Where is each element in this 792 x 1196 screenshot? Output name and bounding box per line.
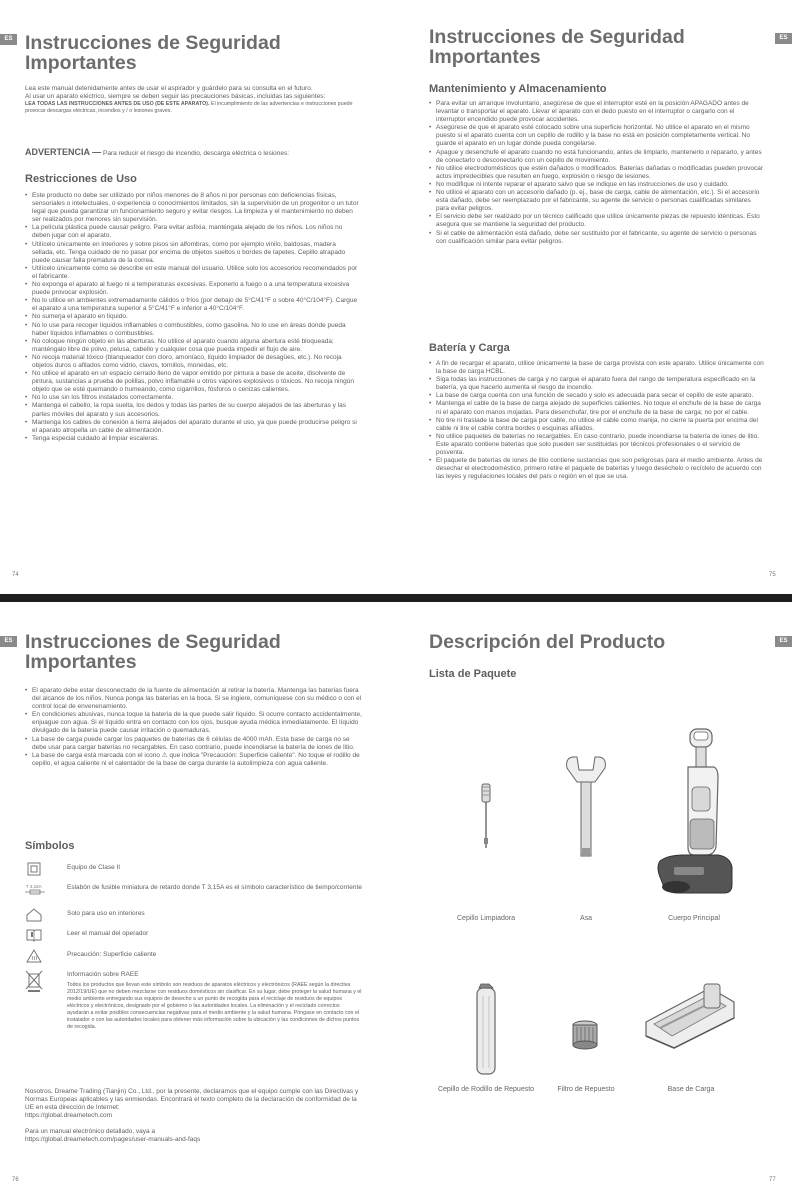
- bullet-item: • Utilícelo únicamente como se describe en este manual del usuario. Utilice solo los accesorios recomendados por el fabricante.: [25, 265, 360, 281]
- bullet-item: • Tenga especial cuidado al limpiar escaleras.: [25, 435, 360, 443]
- bullet-item: • La base de carga puede cargar los paquetes de baterías de 6 células de 4000 mAh. Esta base de carga no se debe usar para cargar baterías no recargables. En caso contrario, puede incendiarse la batería de iones de litio.: [25, 736, 365, 752]
- bullet-item: • Utilícelo únicamente en interiores y sobre pisos sin alfombras, como por ejemplo vinilo, baldosas, madera sellada, etc. Tenga cuidado de no pasar por encima de objetos sueltos o bordes de tapetes. Cepillo atrapado puede causar falla prematura de la correa.: [25, 241, 360, 265]
- language-tag: ES: [775, 636, 792, 647]
- handle-icon: [561, 754, 611, 859]
- language-tag: ES: [0, 636, 17, 647]
- page-number: 74: [12, 572, 19, 578]
- item-label: Cepillo Limpiadora: [457, 915, 515, 922]
- charging-base-icon: [640, 982, 740, 1052]
- raee-paragraph: Todos los productos que llevan este símbolo son residuos de aparatos eléctricos y electrónicos (RAEE según la directiva 2012/19/UE) que no deben mezclarse con residuos domésticos sin clasificar. En su lugar, debe proteger la salud humana y el medio ambiente entregando sus equipos de desecho a un punto de recogida para el reciclaje de residuos de equipos eléctricos y electrónicos, designado por el gobierno o las autoridades locales. La eliminación y el reciclado correctos ayudarán a evitar posibles consecuencias negativas para el medio ambiente y la salud humana. Póngase en contacto con el instalador o con las autoridades locales para obtener más información sobre la ubicación y las condiciones de dichos puntos de recogida.: [67, 982, 362, 1030]
- battery-list: [429, 360, 764, 481]
- item-label: Asa: [579, 915, 593, 922]
- bullet-item: • No lo utilice en ambientes extremadamente cálidos o fríos (por debajo de 5°C/41°F o sobre 40°C/104°F). Cargue el aparato a una temperatura superior a 5°C/41°F e inferior a 40°C/104°F.: [25, 297, 360, 313]
- warning-paragraph: ADVERTENCIA — Para reducir el riesgo de incendio, descarga eléctrica o lesiones:: [25, 147, 290, 157]
- bullet-item: • No tire ni traslade la base de carga por cable, no utilice el cable como manija, no cierre la puerta por encima del cable ni tire el cable contra bordes o esquinas afilados.: [429, 417, 764, 433]
- bullet-item: • No lo use para recoger líquidos inflamables o combustibles, como gasolina. No lo use en áreas donde pueda haber líquidos inflamables o combustibles.: [25, 322, 360, 338]
- section-title-mantenimiento: Mantenimiento y Almacenamiento: [429, 83, 607, 95]
- page-title: Instrucciones de Seguridad Importantes: [25, 32, 281, 74]
- item-label: Base de Carga: [667, 1086, 715, 1093]
- hot-surface-icon: [25, 949, 43, 963]
- bullet-item: • Este producto no debe ser utilizado por niños menores de 8 años ni por personas con deficiencias físicas, sensoriales o intelectuales, o experiencia o conocimientos limitados, sin la supervisión de un progenitor o un tutor legal que pueda garantizar un funcionamiento seguro y evitar riesgos. La limpieza y el mantenimiento no deben ser realizados por menores sin supervisión.: [25, 192, 360, 224]
- section-title-simbolos: Símbolos: [25, 840, 75, 852]
- bullet-item: • No sumerja el aparato en líquido.: [25, 313, 360, 321]
- bullet-item: • Para evitar un arranque involuntario, asegúrese de que el interruptor esté en la posición APAGADO antes de levantar o transportar el aparato. Llevar el aparato con el dedo puesto en el interruptor o cargarlo con el interruptor encendido puede provocar accidentes.: [429, 100, 764, 124]
- bullet-item: • A fin de recargar el aparato, utilice únicamente la base de carga provista con este aparato. Utilice únicamente con la base de carga HCBL.: [429, 360, 764, 376]
- item-label: Cuerpo Principal: [668, 915, 720, 922]
- class-ii-icon: [25, 862, 43, 876]
- warning-heading: ADVERTENCIA —: [25, 147, 102, 157]
- manual-page-75: [396, 0, 792, 594]
- bullet-item: • No utilice el aparato en un espacio cerrado lleno de vapor emitido por pintura a base de aceite, disolvente de pintura, sustancias a prueba de polillas, polvo inflamable u otros vapores explosivos o tóxicos. No recoja ningún objeto que se esté quemando o humeando, como cigarrillos, fósforos o cenizas calientes.: [25, 370, 360, 394]
- manual-page-76: ES Instrucciones de Seguridad Importantes • El aparato debe estar desconectado de la fuente de alimentación al retirar la batería. Mantenga las baterías fuera del alcance de los niños. Nunca ponga las baterías en la boca. Si se ingiere, comuníquese con su médico o con el control local de envenenamiento. • En condiciones abusivas, nunca toque la batería de la que puede salir líquido. Si ocurre contacto accidentalmente, enjuague con agua. Si el líquido entra en contacto con los ojos, busque ayuda médica inmediatamente. El líquido divulgado de la batería puede causar irritación o quemaduras. • La base de carga puede cargar los paquetes de baterías de 6 células de 4000 mAh. Esta base de carga no se debe usar para cargar baterías no recargables. En caso contrario, puede incendiarse la batería de iones de litio. • La base de carga está marcada con el icono ⚠ que indica "Precaución: Superficie caliente". No toque el rodillo de cepillo, el agua caliente ni el calentador de la base de carga durante la autolimpieza con agua caliente. Símbolos Equipo de Clase II T 3,15A Eslabón de fusible miniatura de retardo donde T 3,15A es el símbolo característico de tiempo/corriente Solo para uso en interiores Leer el manual del operador Precaución: Superficie caliente Información sobre RAEE Todos los productos que llevan este símbolo son residuos de aparatos eléctricos y electrónicos (RAEE según la directiva 2012/19/UE) que no deben mezclarse con residuos domésticos sin clasificar. En su lugar, debe proteger la salud humana y el medio ambiente entregando sus equipos de desecho a un punto de recogida para el reciclaje de residuos de equipos eléctricos y electrónicos, designado por el gobierno o las autoridades locales. La eliminación y el reciclado correctos ayudarán a evitar posibles consecuencias negativas para el medio ambiente y la salud humana. Póngase en contacto con el instalador o con las autoridades locales para obtener más información sobre la ubicación y las condiciones de dichos puntos de recogida. Nosotros, Dreame Trading (Tianjin) Co., Ltd., por la presente, declaramos que el equipo cumple con las Directivas y Normas Europeas aplicables y las enmiendas. Encontrará el texto completo de la declaración de conformidad de la UE en esta dirección de Internet: https://global.dreametech.com Para un manual electrónico detallado, vaya a https://global.dreametech.com/pages/user-manuals-and-faqs 76: [0, 602, 396, 1196]
- bullet-item: • No recoja material tóxico (blanqueador con cloro, amoníaco, líquido limpiador de desagües, etc.). No recoja objetos duros o afilados como vidrio, clavos, tornillos, monedas, etc.: [25, 354, 360, 370]
- bullet-item: • El paquete de baterías de iones de litio contiene sustancias que son peligrosas para el medio ambiente. Antes de desechar el electrodoméstico, primero retire el paquete de baterías y luego deséchelo o recíclelo de acuerdo con las leyes y regulaciones locales del país o región en el que se usa.: [429, 457, 764, 481]
- bullet-item: • La base de carga cuenta con una función de secado y solo es adecuada para secar el cepillo de este aparato.: [429, 392, 764, 400]
- bullet-item: • El servicio debe ser realizado por un técnico calificado que utilice únicamente piezas de repuesto idénticas. Esto asegura que se mantiene la seguridad del producto.: [429, 213, 764, 229]
- bullet-item: • No utilice electrodomésticos que estén dañados o modificados. Baterías dañadas o modificadas pueden provocar actos impredecibles que resulten en fuego, explosión o riesgo de lesiones.: [429, 165, 764, 181]
- manual-page-77: [396, 602, 792, 1196]
- svg-text:T 3,15A: T 3,15A: [26, 884, 42, 889]
- language-tag: ES: [0, 34, 17, 45]
- bullet-item: • No utilice el aparato con un accesorio dañado (p. ej., base de carga, cable de alimentación, etc.). Si el accesorio está dañado, debe ser reemplazado por el fabricante, su agente de servicio o personas cualificadas similares para evitar peligros.: [429, 189, 764, 213]
- language-tag: ES: [775, 33, 792, 44]
- manual-page-74: [0, 0, 396, 594]
- declaration-paragraph: Nosotros, Dreame Trading (Tianjin) Co., Ltd., por la presente, declaramos que el equipo cumple con las Directivas y Normas Europeas aplicables y las enmiendas. Encontrará el texto completo de la declaración de conformidad de la UE en esta dirección de Internet: https://global.dreametech.com Para un manual electrónico detallado, vaya a https://global.dreametech.com/pages/user-manuals-and-faqs: [25, 1088, 365, 1144]
- item-label: Cepillo de Rodillo de Repuesto: [437, 1086, 535, 1093]
- restrictions-list: [25, 192, 360, 443]
- bullet-item: • Apague y desenchufe el aparato cuando no está funcionando, antes de limpiarlo, mantenerlo o repararlo, y antes de conectarlo o desconectarlo con un cepillo de movimiento.: [429, 149, 764, 165]
- intro-bold: LEA TODAS LAS INSTRUCCIONES ANTES DE USO (DE ESTE APARATO).: [25, 101, 210, 107]
- maintenance-list: [429, 100, 764, 246]
- manual-link[interactable]: https://global.dreametech.com/pages/user-manuals-and-faqs: [25, 1136, 201, 1143]
- bullet-item: • La película plástica puede causar peligro. Para evitar asfixia, manténgala alejado de los niños. Los niños no deben jugar con el aparato.: [25, 224, 360, 240]
- bullet-item: • La base de carga está marcada con el icono ⚠ que indica "Precaución: Superficie caliente". No toque el rodillo de cepillo, el agua caliente ni el calentador de la base de carga durante la autolimpieza con agua caliente.: [25, 752, 365, 768]
- bullet-item: • Mantenga el cable de la base de carga alejado de superficies calientes. No toque el enchufe de la base de carga ni el aparato con manos mojadas. Para desenchufar, tire por el enchufe de la base de carga; no por el cable.: [429, 400, 764, 416]
- house-icon: [25, 908, 43, 922]
- bullet-item: • No exponga el aparato al fuego ni a temperaturas excesivas. Exponerlo a fuego o a una temperatura excesiva puede provocar explosión.: [25, 281, 360, 297]
- section-title-bateria: Batería y Carga: [429, 342, 510, 354]
- fuse-icon: [25, 882, 43, 896]
- intro-paragraph: Lea este manual detenidamente antes de usar el aspirador y guárdelo para su consulta en el futuro. Al usar un aparato eléctrico, siempre se deben seguir las precauciones básicas, incluidas las siguientes: LEA TODAS LAS INSTRUCCIONES ANTES DE USO (DE ESTE APARATO). El incumplimiento de las advertencias e instrucciones puede provocar descargas eléctricas, incendios y / o lesiones graves.: [25, 85, 353, 114]
- cleaning-brush-icon: [466, 782, 506, 852]
- bullet-item: • Asegúrese de que el aparato esté colocado sobre una superficie horizontal. No utilice el aparato en el mismo puesto si el aparato cuenta con un cepillo de rodillo y la base no está en posición completamente vertical. No guarde el aparato en un lugar donde pueda congelarse.: [429, 124, 764, 148]
- section-title-restricciones: Restricciones de Uso: [25, 173, 137, 185]
- bullet-item: • No lo use sin los filtros instalados correctamente.: [25, 394, 360, 402]
- item-label: Filtro de Repuesto: [557, 1086, 615, 1093]
- bullet-item: • En condiciones abusivas, nunca toque la batería de la que puede salir líquido. Si ocurre contacto accidentalmente, enjuague con agua. Si el líquido entra en contacto con los ojos, busque ayuda médica inmediatamente. El líquido divulgado de la batería puede causar irritación o quemaduras.: [25, 711, 365, 735]
- page-number: 77: [769, 1177, 776, 1183]
- declaration-link[interactable]: https://global.dreametech.com: [25, 1112, 113, 1119]
- page-title: Instrucciones de Seguridad Importantes: [25, 631, 281, 673]
- bullet-item: • No modifique ni intente reparar el aparato salvo que se indique en las instrucciones de uso y cuidado.: [429, 181, 764, 189]
- main-body-icon: [654, 727, 734, 902]
- bullet-item: • Mantenga el cabello, la ropa suelta, los dedos y todas las partes de su cuerpo alejados de las aberturas y las partes móviles del aparato y sus accesorios.: [25, 402, 360, 418]
- bullet-item: • Si el cable de alimentación está dañado, debe ser sustituido por el fabricante, su agente de servicio o personas con cualificación similar para evitar peligros.: [429, 230, 764, 246]
- weee-bin-icon: [25, 969, 43, 993]
- filter-icon: [569, 1020, 601, 1050]
- page-title: Descripción del Producto: [429, 631, 666, 653]
- section-title-lista: Lista de Paquete: [429, 668, 517, 680]
- page-number: 75: [769, 572, 776, 578]
- page-title: Instrucciones de Seguridad Importantes: [429, 26, 685, 68]
- bullet-item: • Siga todas las instrucciones de carga y no cargue el aparato fuera del rango de temperatura especificado en la batería, ya que hacerlo aumenta el riesgo de incendio.: [429, 376, 764, 392]
- bullet-item: • No coloque ningún objeto en las aberturas. No utilice el aparato cuando alguna abertura esté bloqueada; manténgalo libre de polvo, pelusa, cabello y cualquier cosa que pueda impedir el flujo de aire.: [25, 338, 360, 354]
- page-number: 76: [12, 1177, 19, 1183]
- spread-divider: [0, 594, 792, 602]
- manual-icon: [25, 928, 43, 942]
- bullet-item: • Mantenga los cables de conexión a tierra alejados del aparato durante el uso, ya que puede producirse peligro si el aparato atropella un cable de alimentación.: [25, 419, 360, 435]
- bullet-item: • El aparato debe estar desconectado de la fuente de alimentación al retirar la batería. Mantenga las baterías fuera del alcance de los niños. Nunca ponga las baterías en la boca. Si se ingiere, comuníquese con su médico o con el control local de envenenamiento.: [25, 687, 365, 711]
- bullet-item: • No utilice paquetes de baterías no recargables. En caso contrario, puede incendiarse la batería de iones de litio. Este aparato contiene baterías que solo pueden ser sustituidas por técnicos profesionales o el servicio de posventa.: [429, 433, 764, 457]
- roller-brush-icon: [471, 982, 501, 1077]
- battery-safety-list: [25, 687, 365, 768]
